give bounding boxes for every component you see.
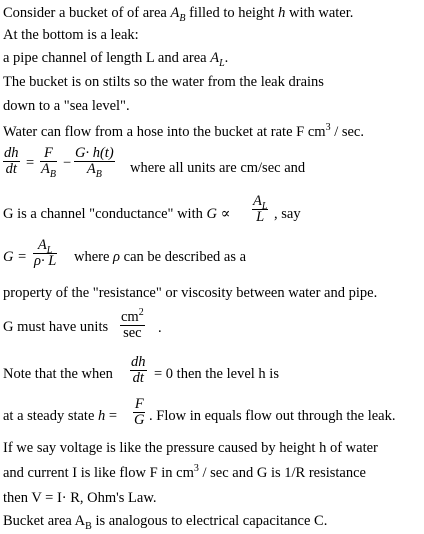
height-symbol: h <box>278 5 286 21</box>
eq3-tail-a: where <box>74 249 114 265</box>
eq1-f2-den-symbol: A <box>86 161 96 177</box>
text-line-4: The bucket is on stilts so the water from the leak drains <box>3 74 324 90</box>
eq1-lhs-fraction <box>3 146 20 177</box>
eq2-fraction <box>252 194 268 225</box>
eq4-fraction <box>120 307 145 341</box>
line-15-end: / sec and G is 1/R resistance <box>198 465 366 481</box>
eq1-fraction-1 <box>40 145 57 180</box>
eq2-tail: , say <box>274 206 301 222</box>
eq1-f1-den-symbol: A <box>41 161 50 177</box>
pipe-area-symbol: A <box>210 50 220 66</box>
eq3-tail-b: can be described as a <box>120 249 247 265</box>
line-15-text: and current I is like flow F in cm <box>3 465 194 481</box>
text-line-15 <box>3 465 366 481</box>
eq1-fraction-2 <box>74 145 115 180</box>
area-subscript: B <box>179 12 186 24</box>
eq1-f2-denominator <box>74 161 115 180</box>
eq2-proportional: ∝ <box>216 206 231 222</box>
eq2-numerator <box>252 193 268 212</box>
line-6-text: Water can flow from a hose into the bucket at rate F cm <box>3 124 326 140</box>
line-17-text: Bucket area A <box>3 513 86 529</box>
eq6-tail: . Flow in equals flow out through the leak. <box>149 408 396 424</box>
line-6-end: / sec. <box>330 124 364 140</box>
text-line-17 <box>3 513 328 532</box>
eq2-text <box>3 206 230 222</box>
eq3-numerator <box>33 237 57 256</box>
line-3-end: . <box>224 50 229 66</box>
eq1-f1-denominator <box>40 161 57 180</box>
line-1-tail: filled to height <box>185 5 279 21</box>
eq3-num-symbol: A <box>37 237 47 253</box>
eq2-g-symbol: G <box>206 206 217 222</box>
eq1-equals: = <box>26 155 35 171</box>
eq4-num-text: cm <box>121 309 139 325</box>
eq1-lhs-denominator: dt <box>3 161 20 177</box>
eq6-pre <box>3 408 117 424</box>
eq6-numerator: F <box>134 396 144 412</box>
eq3-num-subscript: L <box>46 244 53 256</box>
eq6-fraction <box>133 397 145 428</box>
eq1-tail: where all units are cm/sec and <box>130 160 306 176</box>
text-line-3 <box>3 50 229 69</box>
eq2-num-subscript: L <box>261 200 268 212</box>
eq5-pre: Note that the when <box>3 366 113 382</box>
text-line-2: At the bottom is a leak: <box>3 27 139 43</box>
eq4-pre: G must have units <box>3 319 109 335</box>
area-symbol: A <box>170 5 180 21</box>
text-line-10: property of the "resistance" or viscosity between water and pipe. <box>3 285 378 301</box>
eq1-minus: − <box>63 155 72 171</box>
line-3-text: a pipe channel of length L and area <box>3 50 211 66</box>
eq6-denominator: G <box>134 412 145 428</box>
eq3-fraction <box>33 238 57 269</box>
eq6-pre-text: at a steady state <box>3 408 99 424</box>
line-1-text: Consider a bucket of of area <box>3 5 171 21</box>
eq2-pre: G is a channel "conductance" with <box>3 206 207 222</box>
line-17-subscript: B <box>85 520 92 532</box>
eq2-num-symbol: A <box>253 193 262 209</box>
line-1-end: with water. <box>285 5 354 21</box>
eq6-equals: = <box>105 408 118 424</box>
eq5-denominator: dt <box>130 370 147 386</box>
eq3-lhs: G = <box>3 249 27 265</box>
eq5-fraction <box>130 355 147 386</box>
eq4-numerator <box>120 307 145 325</box>
eq1-f1-den-subscript: B <box>49 168 56 180</box>
eq3-denominator: ρ· L <box>34 253 57 269</box>
text-line-5: down to a "sea level". <box>3 98 130 114</box>
eq1-f1-numerator: F <box>44 145 53 161</box>
eq3-tail <box>74 249 246 265</box>
text-line-6 <box>3 124 364 140</box>
eq1-f2-den-subscript: B <box>95 168 102 180</box>
eq4-denominator: sec <box>120 325 145 341</box>
eq5-numerator: dh <box>131 354 146 370</box>
eq2-denominator: L <box>252 209 268 225</box>
eq4-tail: . <box>158 320 162 336</box>
text-line-16: then V = I· R, Ohm's Law. <box>3 490 157 506</box>
eq1-f2-numerator: G· h(t) <box>75 145 114 161</box>
eq6-h-symbol: h <box>98 408 106 424</box>
eq5-tail: = 0 then the level h is <box>154 366 279 382</box>
text-line-1 <box>3 5 354 24</box>
line-15-superscript: 3 <box>193 463 199 475</box>
eq1-lhs-numerator: dh <box>4 145 19 161</box>
eq4-num-superscript: 2 <box>138 307 144 319</box>
text-line-14: If we say voltage is like the pressure caused by height h of water <box>3 440 378 456</box>
pipe-area-subscript: L <box>219 57 225 69</box>
eq3-rho-symbol: ρ <box>113 249 121 265</box>
line-6-superscript: 3 <box>325 122 331 134</box>
line-17-end: is analogous to electrical capacitance C. <box>91 513 328 529</box>
